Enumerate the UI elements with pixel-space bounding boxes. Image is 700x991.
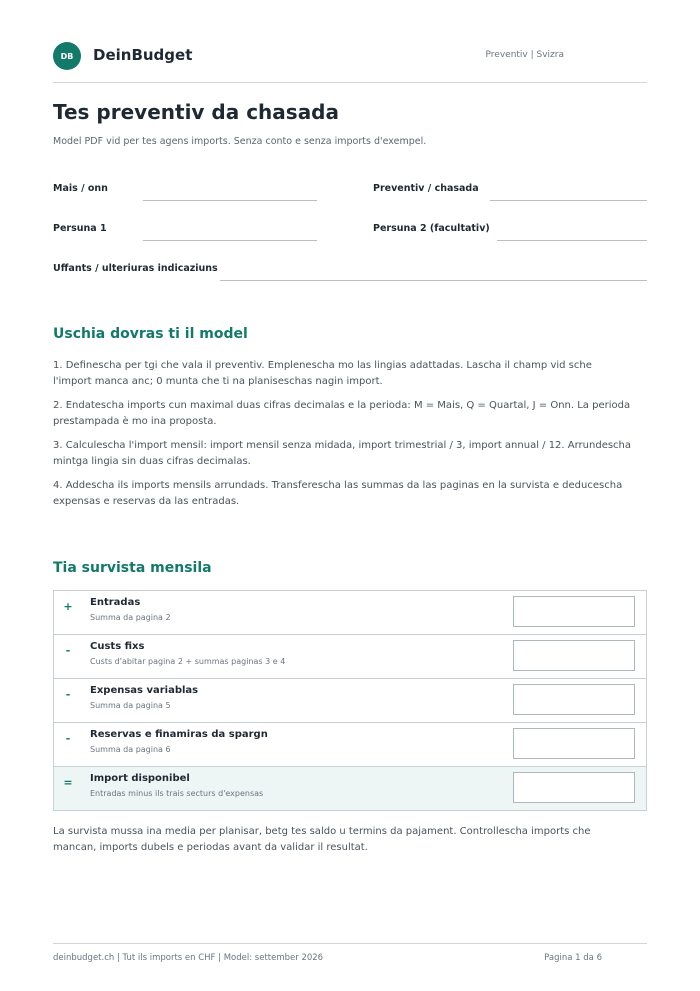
summary-row-subtitle: Summa da pagina 6 [90,745,171,754]
brand-logo: DB [53,42,81,70]
summary-row-variable-expenses [54,679,646,723]
usage-step: 4. Addescha ils imports mensils arrundads. Transferescha las summas da las paginas en la survista e deducescha expensas e reservas da las entradas. [53,480,623,507]
summary-row-income [54,591,646,635]
summary-row-subtitle: Entradas minus ils trais secturs d'expensas [90,789,264,798]
summary-row-title: Custs fixs [90,641,145,652]
field-label-person2: Persuna 2 (facultativ) [373,223,490,234]
usage-step: 2. Endatescha imports cun maximal duas cifras decimalas e la perioda: M = Mais, Q = Quartal, J = Onn. La perioda prestampada è mo ina proposta. [53,400,631,427]
page-header [53,42,647,72]
minus-sign: - [65,644,71,657]
usage-step: 3. Calculescha l'import mensil: import mensil senza midada, import trimestrial / 3, import annual / 12. Arrundescha mintga lingia sin duas cifras decimalas. [53,440,632,467]
document-page [53,0,647,991]
footer-info: deinbudget.ch | Tut ils imports en CHF | Model: settember 2026 [53,953,324,963]
field-children[interactable] [220,280,647,281]
footer-divider [53,943,647,944]
field-month-year[interactable] [143,200,317,201]
page-number: Pagina 1 da 6 [544,953,602,963]
brand-name: DeinBudget [93,46,193,64]
field-label-budget-household: Preventiv / chasada [373,183,479,194]
summary-table [53,590,647,811]
amount-field-income[interactable] [513,596,635,627]
summary-row-title: Reservas e finamiras da spargn [90,729,268,740]
summary-row-title: Expensas variablas [90,685,199,696]
amount-field-variable-expenses[interactable] [513,684,635,715]
summary-row-title: Import disponibel [90,773,190,784]
field-label-children: Uffants / ulteriuras indicaziuns [53,263,218,274]
field-person2[interactable] [497,240,647,241]
summary-note: La survista mussa ina media per planisar, betg tes saldo u termins da pajament. Controllescha imports che mancan, imports dubels e periodas avant da validar il resultat. [53,826,591,853]
usage-steps [53,358,633,518]
summary-row-subtitle: Custs d'abitar pagina 2 + summas paginas 3 e 4 [90,657,286,666]
minus-sign: - [65,688,71,701]
field-person1[interactable] [143,240,317,241]
summary-row-reserves [54,723,646,767]
field-label-month-year: Mais / onn [53,183,108,194]
summary-row-subtitle: Summa da pagina 2 [90,613,171,622]
usage-heading: Uschia dovras ti il model [53,326,248,342]
amount-field-fixed-costs[interactable] [513,640,635,671]
summary-row-available [54,767,646,810]
summary-row-title: Entradas [90,597,141,608]
header-divider [53,82,647,83]
header-meta: Preventiv | Svizra [485,50,564,60]
amount-field-reserves[interactable] [513,728,635,759]
plus-sign: + [63,600,73,613]
summary-row-subtitle: Summa da pagina 5 [90,701,171,710]
minus-sign: - [65,732,71,745]
amount-field-available[interactable] [513,772,635,803]
page-subtitle: Model PDF vid per tes agens imports. Senza conto e senza imports d'exempel. [53,136,427,147]
summary-heading: Tia survista mensila [53,560,212,576]
summary-row-fixed-costs [54,635,646,679]
field-label-person1: Persuna 1 [53,223,107,234]
equals-sign: = [63,776,73,789]
field-budget-household[interactable] [490,200,647,201]
page-title: Tes preventiv da chasada [53,100,339,124]
usage-step: 1. Definescha per tgi che vala il preventiv. Emplenescha mo las lingias adattadas. Lascha il champ vid sche l'import manca anc; 0 munta che ti na planiseschas nagin import. [53,360,592,387]
